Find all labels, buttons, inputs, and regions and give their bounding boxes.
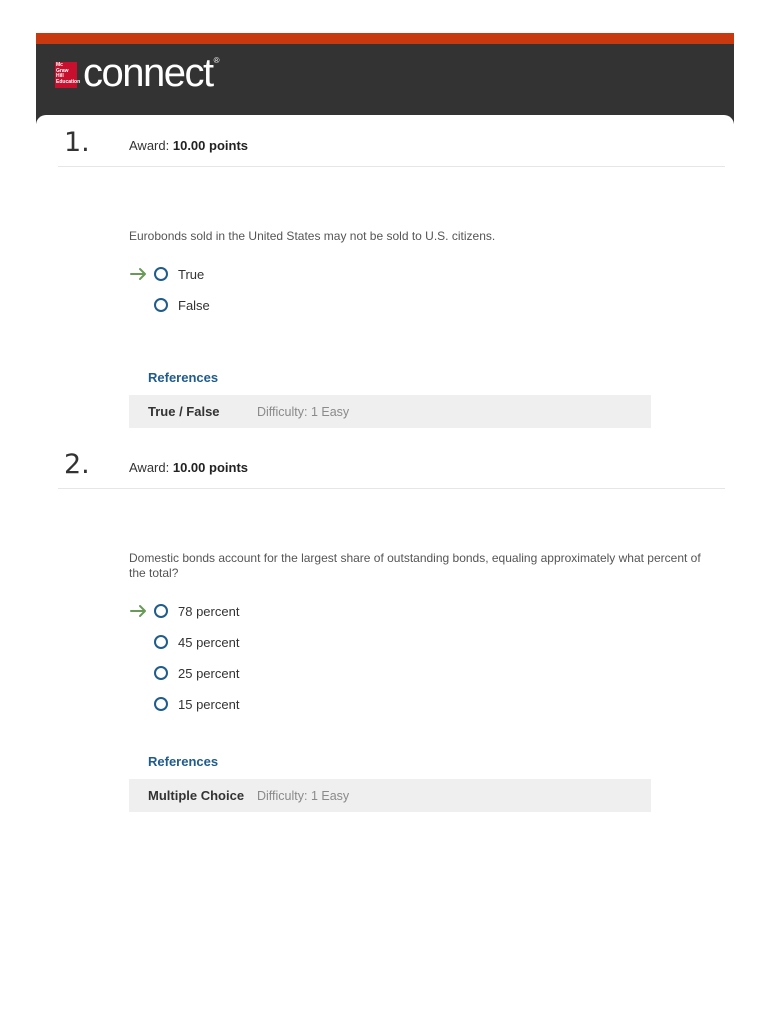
registered-mark: ®	[213, 56, 220, 65]
award-label: Award:	[129, 460, 170, 475]
radio-button-icon[interactable]	[154, 635, 168, 649]
references-link[interactable]: References	[148, 754, 219, 769]
answer-option[interactable]	[154, 694, 239, 714]
references-link[interactable]: References	[148, 370, 219, 385]
badge-line: Mc	[56, 62, 63, 68]
option-label: True	[178, 266, 205, 282]
option-label: 78 percent	[178, 603, 240, 619]
option-label: 45 percent	[178, 634, 240, 650]
question-number: 2.	[64, 449, 90, 480]
mcgraw-hill-badge	[55, 62, 81, 88]
award	[129, 460, 248, 475]
badge-line: Education	[56, 78, 81, 85]
answer-option[interactable]	[154, 295, 210, 315]
badge-line: Hill	[56, 73, 64, 79]
question-text: Eurobonds sold in the United States may not be sold to U.S. citizens.	[129, 229, 496, 243]
arrow-right-icon	[129, 601, 149, 621]
brand-stripe	[36, 33, 734, 44]
difficulty: Difficulty: 1 Easy	[257, 788, 350, 803]
radio-button-icon[interactable]	[154, 298, 168, 312]
award-value: 10.00 points	[172, 138, 248, 153]
question-number: 1.	[64, 127, 90, 158]
radio-button-icon[interactable]	[154, 666, 168, 680]
answer-option[interactable]	[154, 601, 239, 621]
answer-option[interactable]	[154, 632, 239, 652]
answer-option[interactable]	[154, 663, 239, 683]
award	[129, 138, 248, 153]
option-label: 15 percent	[178, 696, 240, 712]
reference-box	[129, 779, 651, 812]
arrow-right-icon	[129, 264, 149, 284]
question-type: Multiple Choice	[148, 788, 245, 803]
radio-button-icon[interactable]	[154, 697, 168, 711]
question-type: True / False	[148, 404, 220, 419]
divider	[58, 488, 725, 489]
option-label: False	[178, 297, 210, 313]
badge-line: Graw	[56, 67, 69, 74]
answer-option[interactable]	[154, 264, 204, 284]
award-label: Award:	[129, 138, 170, 153]
option-label: 25 percent	[178, 665, 240, 681]
connect-logo[interactable]	[55, 51, 220, 95]
reference-box	[129, 395, 651, 428]
logo-wordmark: connect	[83, 51, 213, 95]
divider	[58, 166, 725, 167]
radio-button-icon[interactable]	[154, 267, 168, 281]
difficulty: Difficulty: 1 Easy	[257, 404, 350, 419]
radio-button-icon[interactable]	[154, 604, 168, 618]
award-value: 10.00 points	[172, 460, 248, 475]
question-text: Domestic bonds account for the largest share of outstanding bonds, equaling approximately what percent of the total?	[129, 551, 701, 580]
